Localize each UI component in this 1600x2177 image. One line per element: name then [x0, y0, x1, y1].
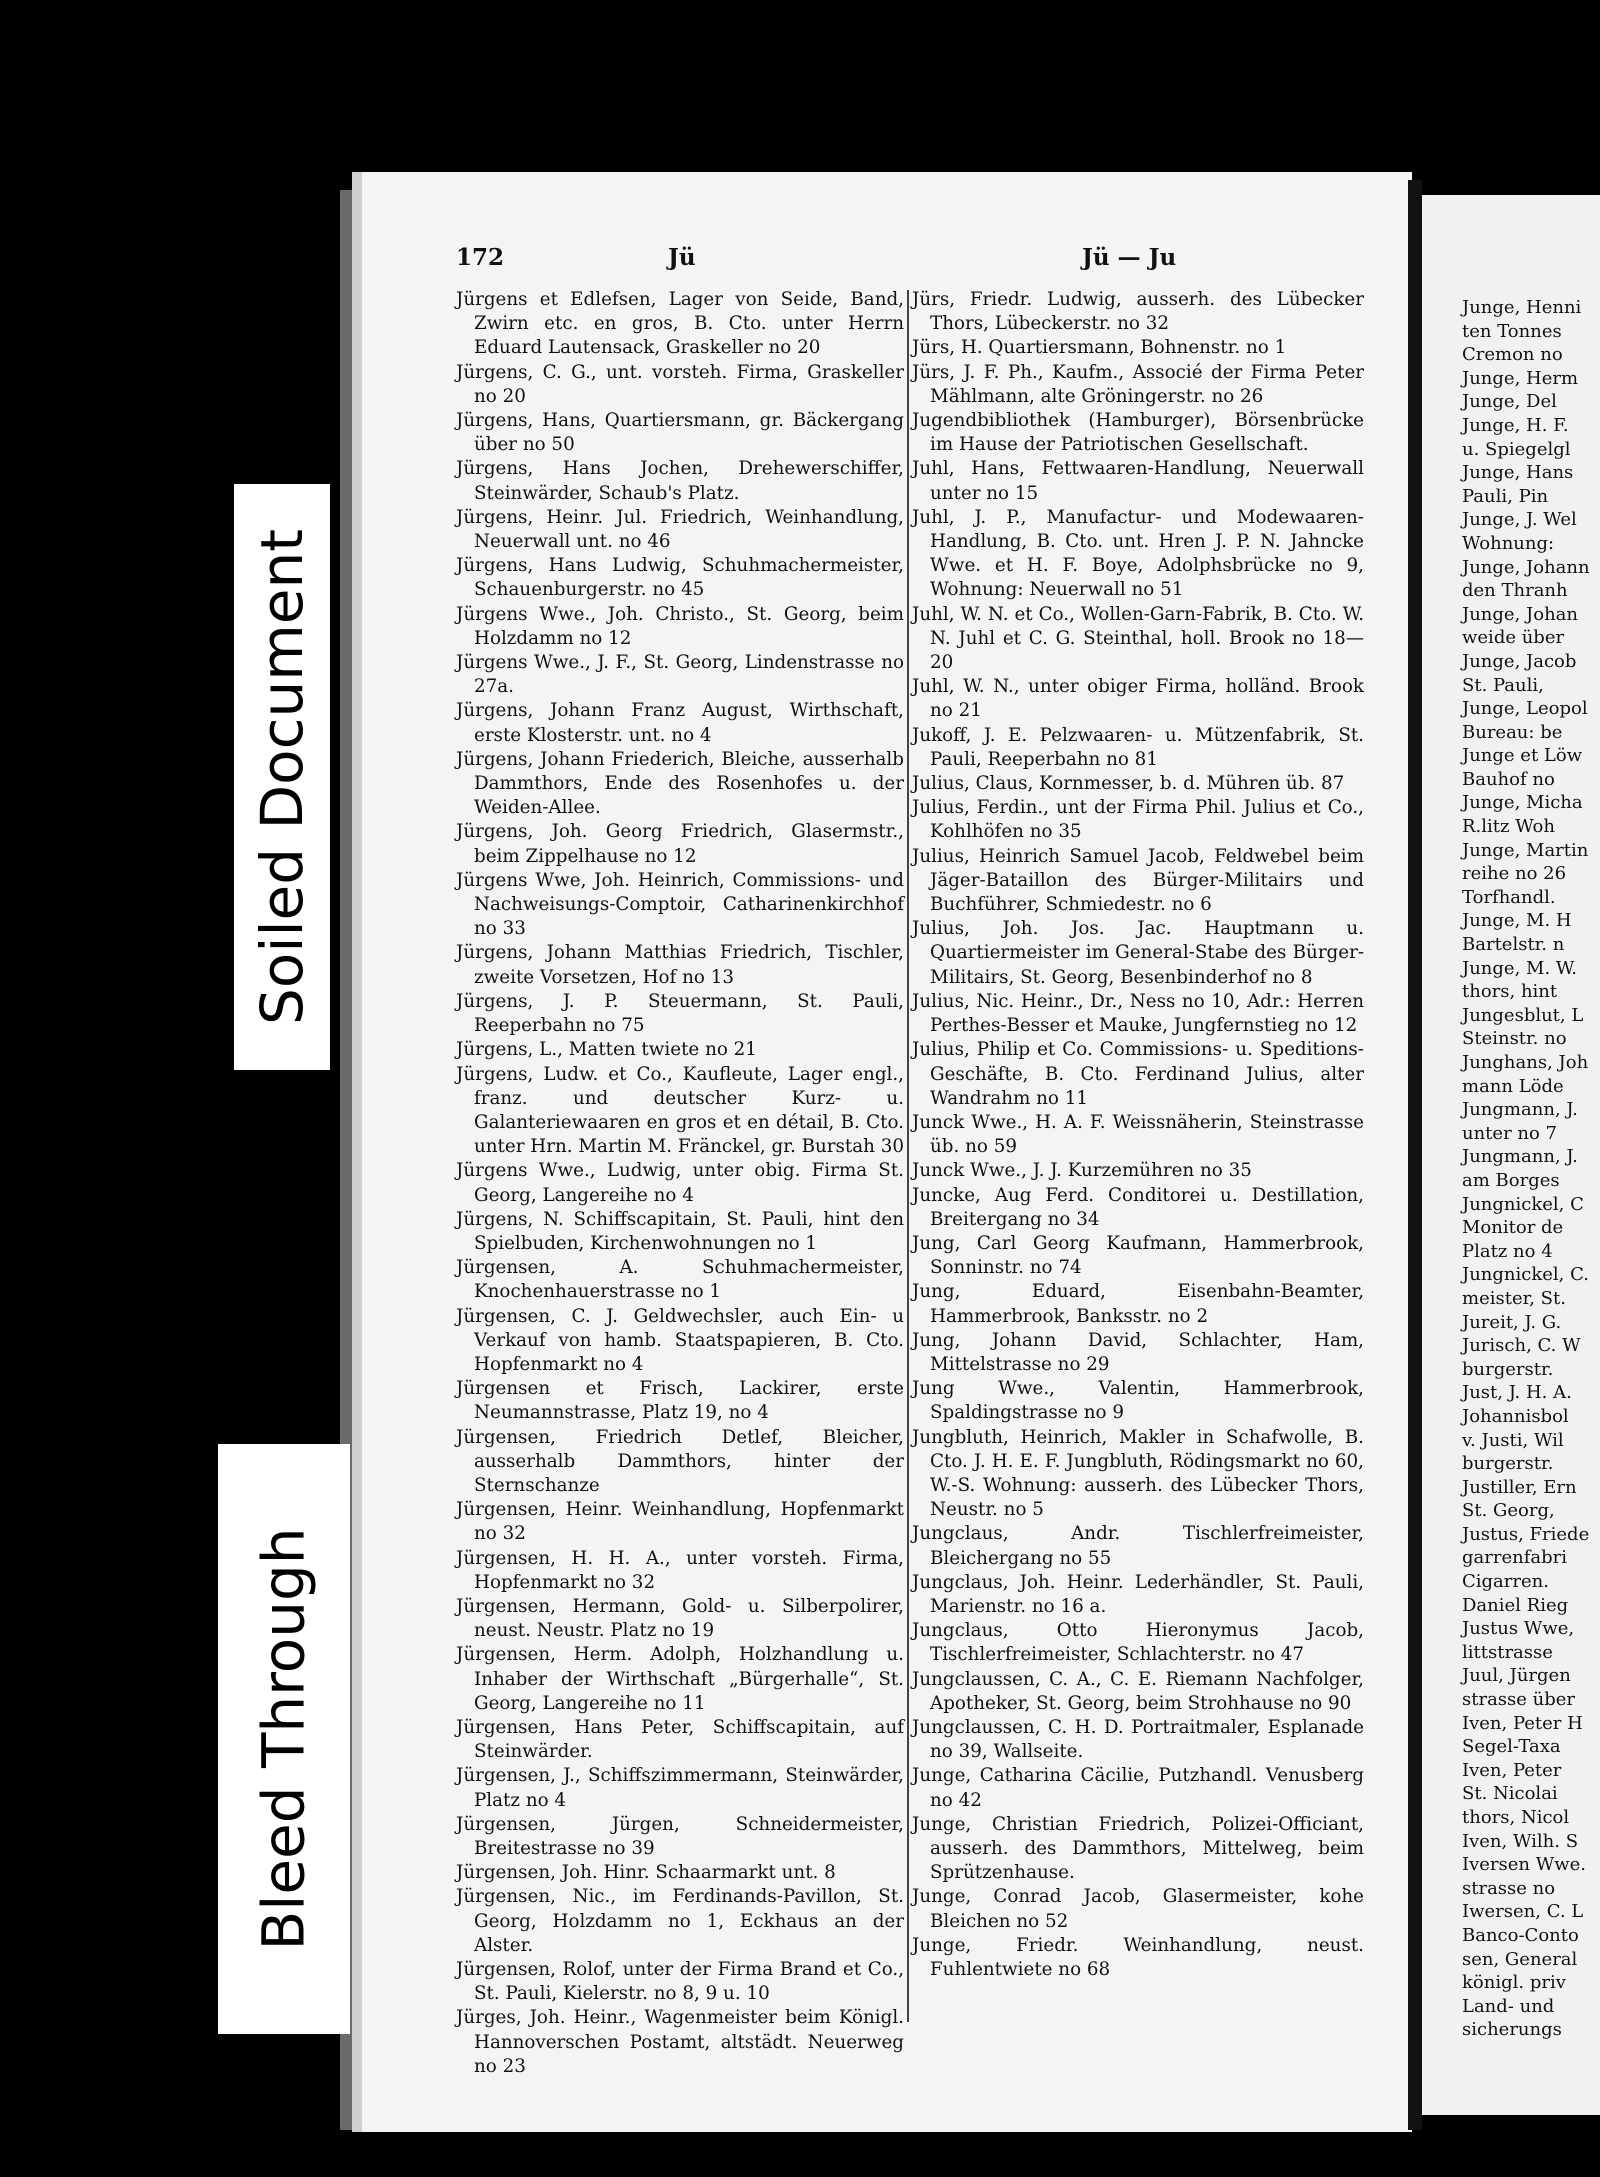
directory-entry: ten Tonnes [1462, 320, 1562, 342]
directory-entry: Jürgensen, Joh. Hinr. Schaarmarkt unt. 8 [456, 1862, 836, 1884]
directory-entry: Jureit, J. G. [1462, 1311, 1562, 1333]
directory-entry: Jurisch, C. W [1462, 1335, 1581, 1357]
directory-entry: Jungclaus, Andr. Tischlerfreimeister, Bleichergang no 55 [912, 1523, 1364, 1569]
directory-entry: Junge, Christian Friedrich, Polizei-Officiant, ausserh. des Dammthors, Mittelweg, beim Sprützenhause. [912, 1813, 1364, 1884]
directory-entry: Jürs, J. F. Ph., Kaufm., Associé der Firma Peter Mählmann, alte Gröningerstr. no 26 [912, 361, 1364, 407]
directory-entry: Jürgens, J. P. Steuermann, St. Pauli, Reeperbahn no 75 [456, 990, 904, 1037]
directory-entry: Jürgensen, Friedrich Detlef, Bleicher, ausserhalb Dammthors, hinter der Sternschanze [456, 1426, 904, 1496]
directory-entry: Jürgensen, Herm. Adolph, Holzhandlung u. Inhaber der Wirthschaft „Bürgerhalle“, St. Georg, Langereihe no 11 [456, 1644, 904, 1714]
directory-entry: Jürgens, Heinr. Jul. Friedrich, Weinhandlung, Neuerwall unt. no 46 [456, 506, 904, 553]
directory-entry: Junge, Micha [1462, 792, 1583, 814]
directory-entry: Jürgensen, Hermann, Gold- u. Silberpolirer, neust. Neustr. Platz no 19 [456, 1595, 904, 1642]
directory-entry: am Borges [1462, 1169, 1560, 1191]
directory-entry: Monitor de [1462, 1217, 1564, 1239]
directory-entry: Julius, Philip et Co. Commissions- u. Speditions-Geschäfte, B. Cto. Ferdinand Julius, alter Wandrahm no 11 [912, 1039, 1364, 1109]
directory-entry: Junge, Henni [1462, 297, 1582, 318]
directory-entry: strasse über [1462, 1689, 1576, 1711]
directory-entry: Jürgensen et Frisch, Lackirer, erste Neumannstrasse, Platz 19, no 4 [456, 1378, 904, 1424]
directory-entry: Jugendbibliothek (Hamburger), Börsenbrücke im Hause der Patriotischen Gesellschaft. [912, 410, 1364, 456]
directory-entry: Cigarren. [1462, 1571, 1549, 1593]
bleed-through-label: Bleed Through [218, 1444, 350, 2034]
directory-entry: Jürgens, Hans Ludwig, Schuhmachermeister, Schauenburgerstr. no 45 [456, 555, 904, 601]
directory-entry: Jürgensen, C. J. Geldwechsler, auch Ein- u Verkauf von hamb. Staatspapieren, B. Cto. Hopfenmarkt no 4 [456, 1305, 904, 1375]
directory-entry: Jürgensen, H. H. A., unter vorsteh. Firma, Hopfenmarkt no 32 [456, 1547, 904, 1593]
directory-entry: Junge, J. Wel [1462, 509, 1577, 531]
directory-entry: königl. priv [1462, 1972, 1566, 1994]
directory-entry: Jürgens Wwe, Joh. Heinrich, Commissions- und Nachweisungs-Comptoir, Catharinenkirchhof no 33 [456, 869, 904, 940]
directory-entry: Segel-Taxa [1462, 1736, 1561, 1758]
directory-entry: mann Löde [1462, 1075, 1564, 1097]
directory-entry: den Thranh [1462, 580, 1568, 602]
directory-entry: Junge, Johann [1462, 556, 1590, 578]
directory-entry: Jürs, H. Quartiersmann, Bohnenstr. no 1 [912, 337, 1287, 359]
page-gutter [1408, 180, 1422, 2130]
directory-entry: Iwersen, C. L [1462, 1901, 1584, 1923]
directory-entry: Jung Wwe., Valentin, Hammerbrook, Spaldingstrasse no 9 [912, 1378, 1364, 1424]
directory-entry: Iven, Peter [1462, 1759, 1562, 1781]
directory-entry: Bartelstr. n [1462, 934, 1565, 956]
directory-entry: Jürgens, Johann Franz August, Wirthschaft, erste Klosterstr. unt. no 4 [456, 700, 904, 746]
directory-entry: Junge, Conrad Jacob, Glasermeister, kohe Bleichen no 52 [912, 1886, 1364, 1932]
directory-entry: sicherungs [1462, 2019, 1562, 2041]
directory-entry: Jürgens Wwe., Ludwig, unter obig. Firma St. Georg, Langereihe no 4 [456, 1160, 904, 1206]
facing-page-column [1462, 296, 1600, 2042]
directory-entry: Iven, Wilh. S [1462, 1830, 1579, 1852]
directory-entry: Jung, Carl Georg Kaufmann, Hammerbrook, Sonninstr. no 74 [912, 1232, 1364, 1279]
directory-entry: v. Justi, Wil [1462, 1429, 1564, 1451]
directory-entry: Justus, Friede [1462, 1523, 1590, 1545]
column-divider [907, 290, 909, 2022]
directory-entry: Jürgensen, A. Schuhmachermeister, Knochenhauerstrasse no 1 [456, 1257, 904, 1303]
directory-entry: Bureau: be [1462, 721, 1563, 743]
directory-entry: Juhl, W. N., unter obiger Firma, holländ. Brook no 21 [912, 676, 1364, 722]
directory-entry: Jürgens, Joh. Georg Friedrich, Glasermstr., beim Zippelhause no 12 [456, 821, 904, 867]
directory-entry: Junge, Leopol [1462, 698, 1588, 720]
directory-entry: Iven, Peter H [1462, 1712, 1583, 1734]
directory-entry: Junge et Löw [1462, 745, 1583, 767]
directory-entry: Junge, Catharina Cäcilie, Putzhandl. Venusberg no 42 [912, 1765, 1364, 1811]
directory-entry: Julius, Claus, Kornmesser, b. d. Mühren üb. 87 [912, 773, 1345, 795]
directory-entry: Jungclaussen, C. A., C. E. Riemann Nachfolger, Apotheker, St. Georg, beim Strohhause no 90 [912, 1668, 1364, 1714]
directory-entry: Jungnickel, C [1462, 1193, 1584, 1215]
directory-entry: Jürgens Wwe., J. F., St. Georg, Lindenstrasse no 27a. [456, 652, 904, 698]
directory-entry: Junge, Hans [1462, 462, 1574, 484]
directory-entry: Jürgens, Johann Friederich, Bleiche, ausserhalb Dammthors, Ende des Rosenhofes u. der Weiden-Allee. [456, 748, 904, 819]
page-number: 172 [456, 244, 505, 271]
directory-entry: Iversen Wwe. [1462, 1854, 1587, 1876]
directory-entry: Banco-Conto [1462, 1924, 1579, 1946]
directory-entry: Junge, H. F. [1462, 414, 1569, 436]
directory-entry: burgerstr. [1462, 1358, 1554, 1380]
directory-entry: burgerstr. [1462, 1453, 1554, 1475]
directory-entry: Junge, Jacob [1462, 650, 1577, 672]
directory-entry: Jürgensen, J., Schiffszimmermann, Steinwärder, Platz no 4 [456, 1765, 904, 1811]
directory-entry: Justus Wwe, [1462, 1618, 1575, 1640]
directory-entry: Johannisbol [1462, 1405, 1569, 1427]
directory-entry: Land- und [1462, 1995, 1555, 2017]
directory-entry: Juhl, Hans, Fettwaaren-Handlung, Neuerwall unter no 15 [912, 458, 1364, 504]
directory-entry: Jung, Johann David, Schlachter, Ham, Mittelstrasse no 29 [912, 1329, 1364, 1375]
directory-entry: Jürgens, Hans Jochen, Drehewerschiffer, Steinwärder, Schaub's Platz. [456, 458, 904, 504]
directory-entry: thors, Nicol [1462, 1807, 1570, 1828]
directory-entry: Jürgensen, Jürgen, Schneidermeister, Breitestrasse no 39 [456, 1813, 904, 1859]
directory-entry: Daniel Rieg [1462, 1594, 1569, 1616]
directory-entry: Jukoff, J. E. Pelzwaaren- u. Mützenfabrik, St. Pauli, Reeperbahn no 81 [912, 724, 1364, 770]
directory-entry: littstrasse [1462, 1641, 1553, 1663]
directory-entry: garrenfabri [1462, 1547, 1567, 1569]
directory-entry: meister, St. [1462, 1287, 1566, 1309]
directory-entry: Julius, Joh. Jos. Jac. Hauptmann u. Quartiermeister im General-Stabe des Bürger-Militairs, St. Georg, Besenbinderhof no 8 [912, 918, 1364, 988]
directory-entry: Steinstr. no [1462, 1028, 1567, 1050]
directory-entry: sen, General [1462, 1948, 1578, 1970]
directory-entry: Jungclaus, Otto Hieronymus Jacob, Tischlerfreimeister, Schlachterstr. no 47 [912, 1620, 1364, 1666]
right-column-header: Jü — Ju [1082, 244, 1177, 271]
directory-entry: Juncke, Aug Ferd. Conditorei u. Destillation, Breitergang no 34 [912, 1184, 1364, 1230]
directory-entry: Jürgens, N. Schiffscapitain, St. Pauli, hint den Spielbuden, Kirchenwohnungen no 1 [456, 1208, 904, 1254]
directory-entry: Junghans, Joh [1462, 1052, 1589, 1073]
directory-entry: Jürgens, Johann Matthias Friedrich, Tischler, zweite Vorsetzen, Hof no 13 [456, 942, 904, 988]
directory-entry: Wohnung: [1462, 532, 1555, 554]
directory-entry: strasse no [1462, 1877, 1556, 1899]
directory-entry: Jungesblut, L [1462, 1004, 1584, 1026]
directory-entry: Junge, M. W. [1462, 957, 1577, 979]
directory-entry: Jungmann, J. [1462, 1099, 1578, 1121]
directory-entry: Jürgens, L., Matten twiete no 21 [456, 1039, 757, 1061]
directory-entry: Junge, Del [1462, 391, 1557, 413]
directory-entry: Jürgens et Edlefsen, Lager von Seide, Band, Zwirn etc. en gros, B. Cto. unter Herrn Eduard Lautensack, Graskeller no 20 [456, 289, 904, 359]
directory-entry: R.litz Woh [1462, 816, 1555, 838]
directory-entry: Jürgens, Ludw. et Co., Kaufleute, Lager engl., franz. und deutscher Kurz- u. Galanteriewaaren en gros et en détail, B. Cto. unter Hrn. Martin M. Fränckel, gr. Burstah 30 [456, 1063, 904, 1158]
directory-entry: Junck Wwe., J. J. Kurzemühren no 35 [912, 1160, 1252, 1182]
directory-entry: Juhl, J. P., Manufactur- und Modewaaren-Handlung, B. Cto. unt. Hren J. P. N. Jahncke Wwe. et H. F. Boye, Adolphsbrücke no 9, Wohnung: Neuerwall no 51 [912, 506, 1364, 601]
directory-entry: thors, hint [1462, 981, 1558, 1003]
directory-entry: Junge, Herm [1462, 367, 1579, 389]
directory-entry: Juhl, W. N. et Co., Wollen-Garn-Fabrik, B. Cto. W. N. Juhl et C. G. Steinthal, holl. Brook no 18—20 [912, 603, 1364, 674]
directory-entry: Jung, Eduard, Eisenbahn-Beamter, Hammerbrook, Banksstr. no 2 [912, 1281, 1364, 1327]
directory-entry: reihe no 26 [1462, 863, 1567, 885]
directory-entry: weide über [1462, 627, 1565, 649]
directory-entry: Junge, Johan [1462, 603, 1578, 625]
directory-entry: Pauli, Pin [1462, 485, 1549, 507]
directory-entry: Juul, Jürgen [1462, 1665, 1571, 1687]
directory-entry: Jürgensen, Rolof, unter der Firma Brand et Co., St. Pauli, Kielerstr. no 8, 9 u. 10 [456, 1959, 904, 2005]
directory-entry: St. Nicolai [1462, 1783, 1558, 1805]
directory-entry: Cremon no [1462, 344, 1563, 366]
directory-entry: Jürgens Wwe., Joh. Christo., St. Georg, beim Holzdamm no 12 [456, 603, 904, 649]
left-column [456, 288, 904, 2079]
directory-entry: Julius, Ferdin., unt der Firma Phil. Julius et Co., Kohlhöfen no 35 [912, 797, 1364, 843]
directory-entry: Julius, Nic. Heinr., Dr., Ness no 10, Adr.: Herren Perthes-Besser et Mauke, Jungfernstieg no 12 [912, 990, 1364, 1037]
directory-entry: u. Spiegelgl [1462, 438, 1571, 460]
directory-entry: unter no 7 [1462, 1122, 1558, 1144]
left-column-header: Jü [668, 244, 696, 271]
directory-entry: Torfhandl. [1462, 886, 1556, 908]
directory-entry: Jürges, Joh. Heinr., Wagenmeister beim Königl. Hannoverschen Postamt, altstädt. Neuerweg no 23 [456, 2007, 904, 2077]
directory-entry: Jungclaussen, C. H. D. Portraitmaler, Esplanade no 39, Wallseite. [912, 1716, 1364, 1763]
directory-entry: Jungbluth, Heinrich, Makler in Schafwolle, B. Cto. J. H. E. F. Jungbluth, Rödingsmarkt no 60, W.-S. Wohnung: ausserh. des Lübecker Thors, Neustr. no 5 [912, 1426, 1364, 1521]
directory-entry: Jürs, Friedr. Ludwig, ausserh. des Lübecker Thors, Lübeckerstr. no 32 [912, 289, 1364, 335]
directory-entry: Junge, Martin [1462, 839, 1589, 861]
directory-entry: Jürgens, Hans, Quartiersmann, gr. Bäckergang über no 50 [456, 410, 904, 456]
directory-entry: Bauhof no [1462, 768, 1555, 790]
directory-entry: Jungclaus, Joh. Heinr. Lederhändler, St. Pauli, Marienstr. no 16 a. [912, 1571, 1364, 1617]
directory-entry: Jürgensen, Heinr. Weinhandlung, Hopfenmarkt no 32 [456, 1499, 904, 1545]
directory-entry: St. Georg, [1462, 1500, 1555, 1522]
directory-entry: Jürgensen, Nic., im Ferdinands-Pavillon, St. Georg, Holzdamm no 1, Eckhaus an der Alster. [456, 1886, 904, 1956]
directory-entry: Jungnickel, C. [1462, 1264, 1589, 1286]
directory-entry: Junge, M. H [1462, 910, 1572, 932]
directory-entry: Junge, Friedr. Weinhandlung, neust. Fuhlentwiete no 68 [912, 1934, 1364, 1981]
directory-entry: St. Pauli, [1462, 674, 1544, 696]
directory-entry: Junck Wwe., H. A. F. Weissnäherin, Steinstrasse üb. no 59 [912, 1111, 1364, 1158]
soiled-document-label: Soiled Document [234, 484, 330, 1070]
directory-entry: Just, J. H. A. [1462, 1382, 1572, 1404]
directory-entry: Julius, Heinrich Samuel Jacob, Feldwebel beim Jäger-Bataillon des Bürger-Militairs und Buchführer, Schmiedestr. no 6 [912, 845, 1364, 916]
right-column [912, 288, 1364, 1982]
directory-entry: Platz no 4 [1462, 1240, 1553, 1262]
directory-entry: Jürgensen, Hans Peter, Schiffscapitain, auf Steinwärder. [456, 1716, 904, 1763]
directory-entry: Jungmann, J. [1462, 1146, 1578, 1168]
directory-entry: Justiller, Ern [1462, 1476, 1577, 1498]
directory-entry: Jürgens, C. G., unt. vorsteh. Firma, Graskeller no 20 [456, 361, 904, 407]
